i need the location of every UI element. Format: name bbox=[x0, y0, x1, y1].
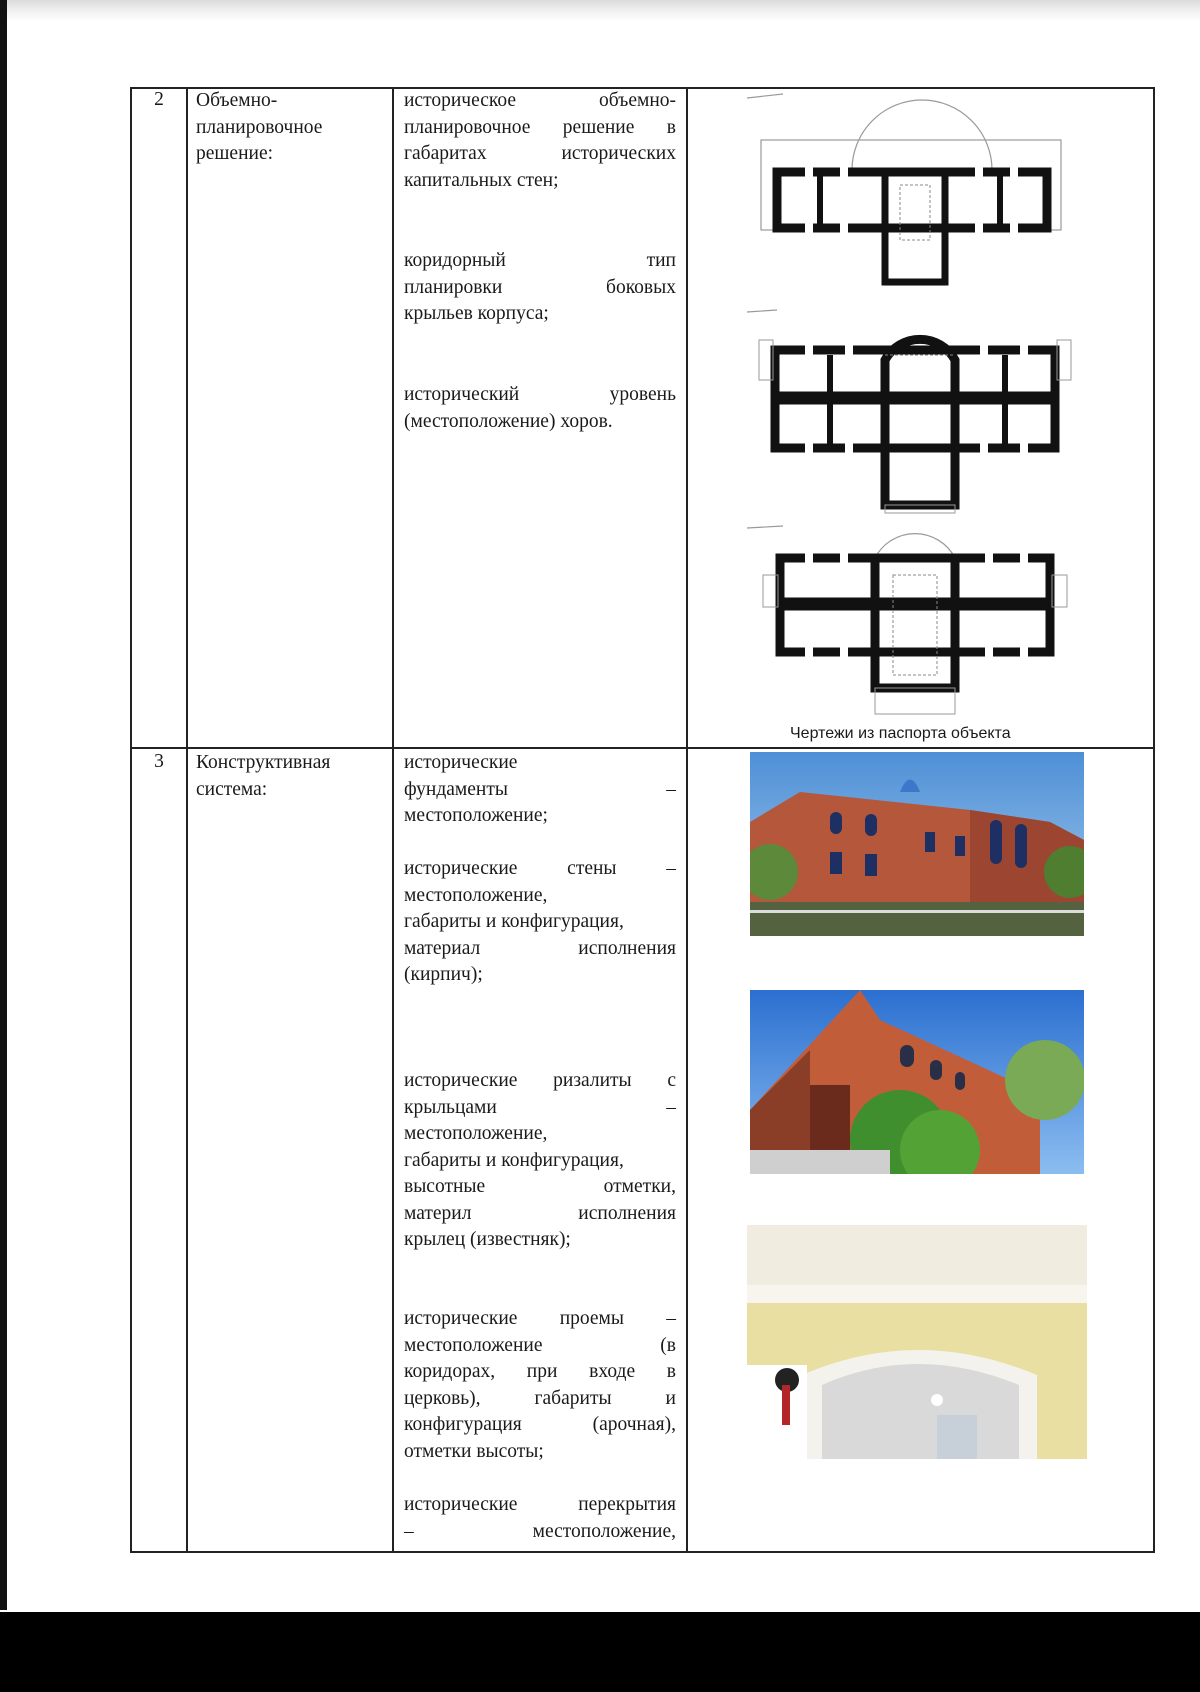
col-border bbox=[130, 87, 132, 1553]
text-line: капитальных стен; bbox=[404, 169, 559, 191]
row-title bbox=[196, 750, 386, 803]
requirement-item bbox=[404, 750, 676, 830]
row-number: 2 bbox=[154, 89, 164, 110]
facade-photo bbox=[750, 752, 1084, 936]
col-border bbox=[1153, 87, 1155, 1553]
text-line: историческое объемно- bbox=[404, 90, 676, 111]
title-line: Конструктивная bbox=[196, 752, 331, 773]
text-line: исторические проемы – bbox=[404, 1308, 676, 1329]
title-line: решение: bbox=[196, 143, 274, 164]
text-line: местоположение; bbox=[404, 805, 548, 826]
text-line: исторические стены – bbox=[404, 858, 676, 879]
text-line: церковь), габариты и bbox=[404, 1387, 676, 1409]
text-line: планировки боковых bbox=[404, 276, 676, 298]
requirement-item bbox=[404, 856, 676, 989]
title-line: система: bbox=[196, 778, 268, 800]
text-line: местоположение, bbox=[404, 884, 548, 906]
text-line: коридорах, при входе в bbox=[404, 1361, 676, 1382]
text-line: габариты и конфигурация, bbox=[404, 911, 624, 932]
floor-plan-1 bbox=[745, 90, 1075, 290]
row-divider bbox=[130, 747, 1155, 749]
floor-plan-3 bbox=[745, 520, 1085, 720]
requirement-item bbox=[404, 88, 676, 194]
requirement-item bbox=[404, 382, 676, 435]
col-border bbox=[186, 87, 188, 1553]
row-title bbox=[196, 88, 386, 168]
image-caption: Чертежи из паспорта объекта bbox=[790, 725, 1011, 742]
text-line: (кирпич); bbox=[404, 964, 483, 985]
requirement-item bbox=[404, 1068, 676, 1254]
text-line: конфигурация (арочная), bbox=[404, 1414, 676, 1435]
interior-arch-photo bbox=[747, 1225, 1087, 1459]
text-line: крыльцами – bbox=[404, 1096, 676, 1118]
requirement-item bbox=[404, 1306, 676, 1465]
text-line: габариты и конфигурация, bbox=[404, 1149, 624, 1171]
row-number: 3 bbox=[154, 751, 164, 772]
requirement-item bbox=[404, 248, 676, 328]
text-line: габаритах исторических bbox=[404, 143, 676, 164]
text-line: крыльев корпуса; bbox=[404, 303, 549, 324]
text-line: материал исполнения bbox=[404, 937, 676, 959]
text-line: исторические перекрытия bbox=[404, 1494, 676, 1515]
scan-edge-bottom bbox=[0, 1612, 1200, 1692]
porch-photo bbox=[750, 990, 1084, 1174]
scan-shadow-top bbox=[0, 0, 1200, 22]
table-bottom-border bbox=[130, 1551, 1155, 1553]
text-line: исторический уровень bbox=[404, 384, 676, 405]
text-line: (местоположение) хоров. bbox=[404, 410, 613, 432]
text-line: – местоположение, bbox=[404, 1520, 676, 1542]
text-line: высотные отметки, bbox=[404, 1176, 676, 1197]
text-line: планировочное решение в bbox=[404, 116, 676, 138]
title-line: Объемно- bbox=[196, 90, 278, 111]
floor-plan-2 bbox=[745, 300, 1085, 515]
scan-edge-left bbox=[0, 0, 7, 1610]
title-line: планировочное bbox=[196, 116, 323, 138]
col-border bbox=[686, 87, 688, 1553]
text-line: местоположение (в bbox=[404, 1334, 676, 1356]
text-line: исторические bbox=[404, 752, 518, 773]
text-line: исторические ризалиты с bbox=[404, 1070, 676, 1091]
col-border bbox=[392, 87, 394, 1553]
text-line: фундаменты – bbox=[404, 778, 676, 800]
text-line: крылец (известняк); bbox=[404, 1229, 571, 1250]
text-line: коридорный тип bbox=[404, 250, 676, 271]
text-line: материл исполнения bbox=[404, 1202, 676, 1224]
requirement-item bbox=[404, 1492, 676, 1545]
text-line: местоположение, bbox=[404, 1123, 548, 1144]
text-line: отметки высоты; bbox=[404, 1440, 544, 1462]
